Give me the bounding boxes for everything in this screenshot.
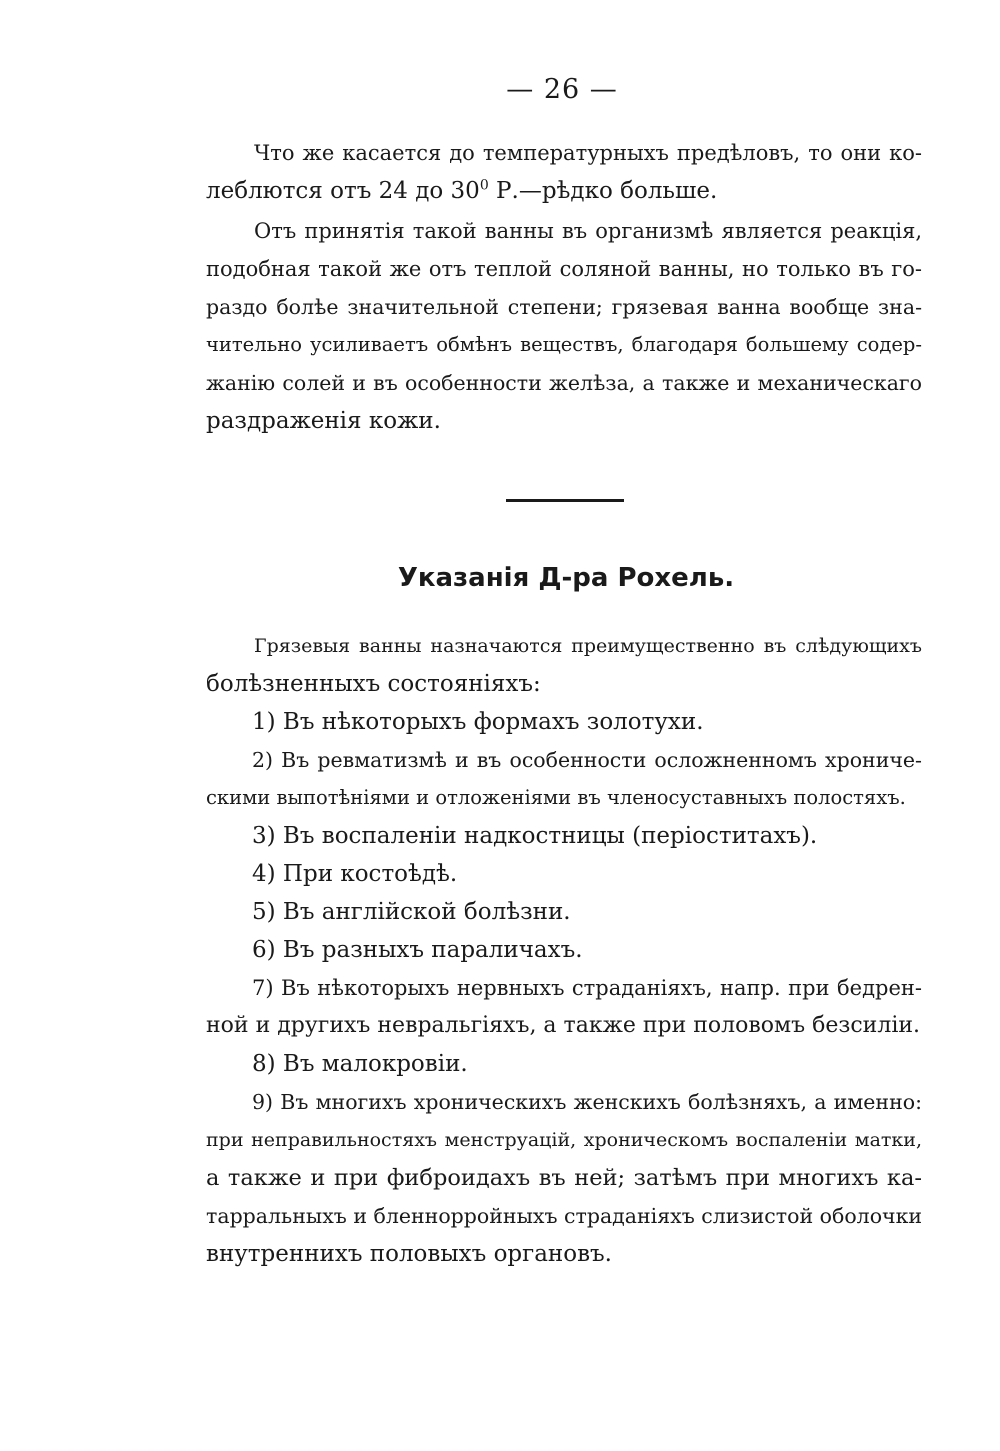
- text-line: раздраженія кожи.: [206, 408, 441, 434]
- list-item: 2) Въ ревматизмѣ и въ особенности осложненномъ хрониче-: [252, 748, 922, 772]
- page-number: — 26 —: [506, 74, 618, 105]
- list-item-continuation: а также и при фиброидахъ въ ней; затѣмъ при многихъ ка-: [206, 1165, 922, 1191]
- paragraph-temperature: [206, 134, 922, 210]
- text-segment: Р.—рѣдко больше.: [496, 178, 718, 204]
- section-intro: [206, 627, 922, 703]
- list-item-continuation: ной и другихъ невральгіяхъ, а также при половомъ безсиліи.: [206, 1013, 921, 1038]
- list-item-continuation: внутреннихъ половыхъ органовъ.: [206, 1241, 612, 1267]
- text-line: Отъ принятія такой ванны въ организмѣ является реакція,: [254, 219, 922, 243]
- text-line: Что же касается до температурныхъ предѣловъ, то они ко-: [254, 141, 922, 165]
- section-heading: Указанія Д-ра Рохель.: [397, 563, 735, 593]
- text-line: жанію солей и въ особенности желѣза, а также и механическаго: [206, 371, 922, 395]
- list-item: 8) Въ малокровіи.: [252, 1051, 468, 1077]
- text-line: раздо болѣе значительной степени; грязевая ванна вообще зна-: [206, 295, 922, 319]
- list-item-continuation: при неправильностяхъ менструацій, хроническомъ воспаленіи матки,: [206, 1129, 922, 1151]
- list-item: 1) Въ нѣкоторыхъ формахъ золотухи.: [252, 709, 704, 735]
- text-line: чительно усиливаетъ обмѣнъ веществъ, благодаря большему содер-: [206, 333, 922, 356]
- text-line: подобная такой же отъ теплой соляной ванны, но только въ го-: [206, 257, 922, 281]
- list-item-continuation: скими выпотѣніями и отложеніями въ членосуставныхъ полостяхъ.: [206, 786, 906, 809]
- section-divider: [506, 499, 624, 502]
- paragraph-reaction: [206, 212, 922, 440]
- list-item: 7) Въ нѣкоторыхъ нервныхъ страданіяхъ, напр. при бедрен-: [252, 976, 922, 1000]
- list-item: 9) Въ многихъ хроническихъ женскихъ болѣзняхъ, а именно:: [252, 1090, 922, 1114]
- text-line: [206, 172, 922, 210]
- list-item: 3) Въ воспаленіи надкостницы (періоститахъ).: [252, 823, 818, 849]
- indications-list: [206, 703, 922, 1273]
- degree-mark: 0: [479, 177, 489, 194]
- list-item-continuation: тарральныхъ и бленнорройныхъ страданіяхъ слизистой оболочки: [206, 1204, 923, 1228]
- text-line: болѣзненныхъ состояніяхъ:: [206, 671, 541, 697]
- text-line: Грязевыя ванны назначаются преимущественно въ слѣдующихъ: [254, 635, 922, 657]
- list-item: 6) Въ разныхъ параличахъ.: [252, 937, 583, 963]
- list-item: 5) Въ англійской болѣзни.: [252, 899, 571, 925]
- text-segment: леблются отъ 24 до 30: [206, 178, 480, 204]
- list-item: 4) При костоѣдѣ.: [252, 861, 458, 887]
